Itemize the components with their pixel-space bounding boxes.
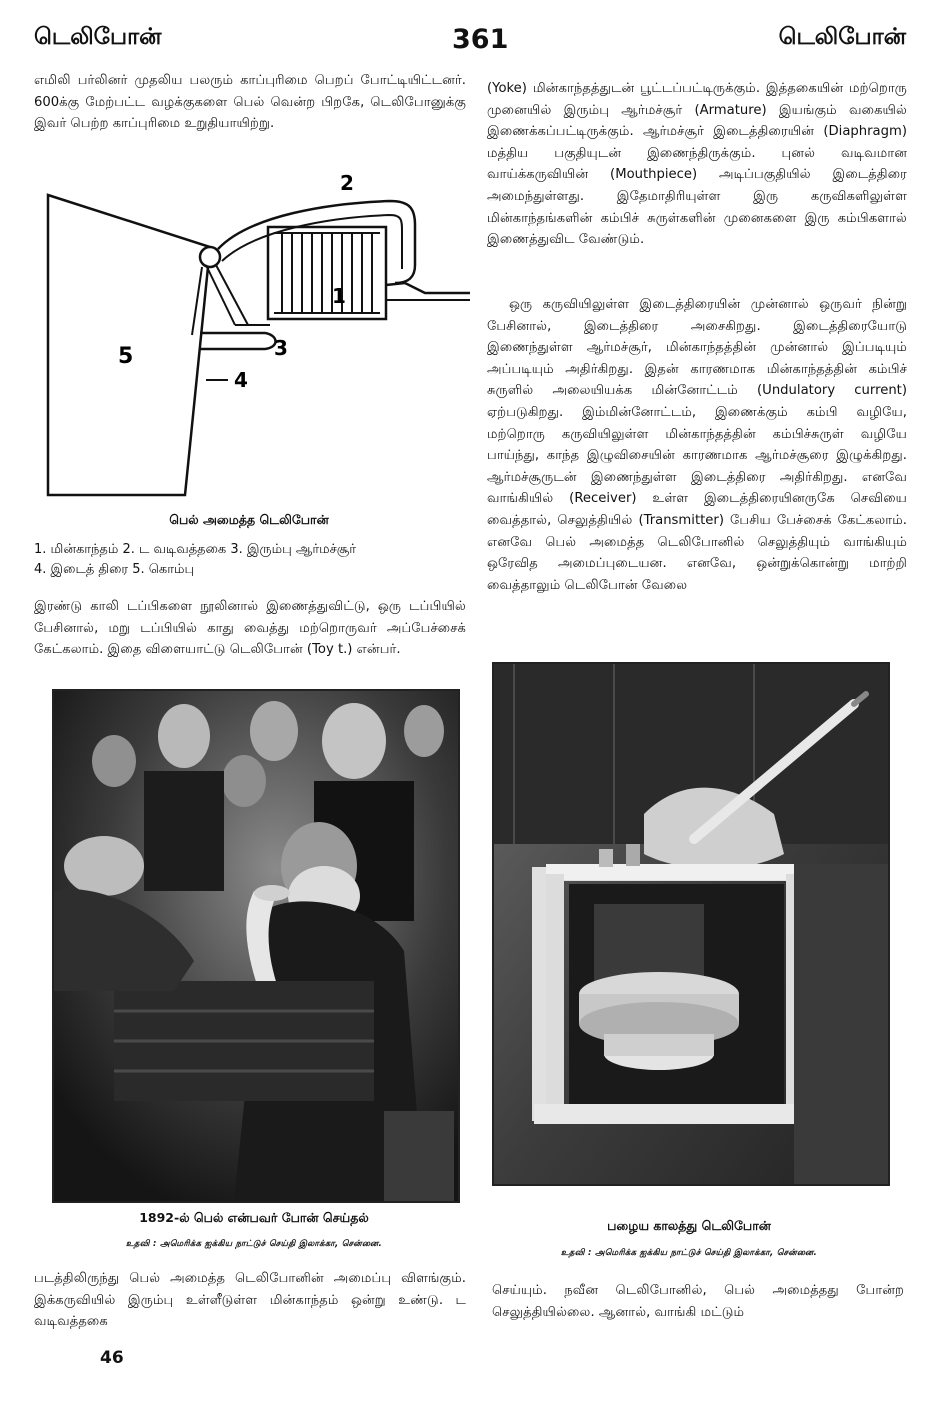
photo-bell-1892 [52,689,460,1203]
photo2-credit: உதவி : அமெரிக்க ஐக்கிய நாட்டுச் செய்தி இலாக்கா, சென்னை. [560,1248,818,1258]
right-paragraph-1: (Yoke) மின்காந்தத்துடன் பூட்டப்பட்டிருக்கும். இத்தகையின் மற்றொரு முனையில் இரும்பு ஆர்மச்சூர் (Armature) இயங்கும் வகையில் இணைக்கப்பட்டிருக்கும். ஆர்மச்சூர் இடைத்திரையின் (Diaphragm) மத்திய பகுதியுடன் இணைந்திருக்கும். புனல் வடிவமான வாய்க்கருவியின் (Mouthpiece) அடிப்பகுதியில் இடைத்திரை அமைந்துள்ளது. இதேமாதிரியுள்ள இரு கருவிகளிலுள்ள மின்காந்தங்களின் கம்பிச் சுருள்களின் முனைகளை இரு கம்பிகளால் இணைத்துவிட வேண்டும். [487,81,907,248]
armature-shape [200,333,276,349]
photo-old-telephone [492,662,890,1186]
diagram-label-4: 4 [234,368,248,392]
toy-telephone-paragraph: இரண்டு காலி டப்பிகளை நூலினால் இணைத்துவிட்டு, ஒரு டப்பியில் பேசினால், மறு டப்பியில் காது வைத்து மற்றொருவர் அப்பேச்சைக் கேட்கலாம். இதை விளையாட்டு டெலிபோன் (Toy t.) என்பர். [34,599,466,658]
diagram-legend [34,540,464,580]
legend-line-1: 1. மின்காந்தம் 2. ட வடிவத்தகை 3. இரும்பு ஆர்மச்சூர் [34,542,356,557]
page-number-bottom: 46 [100,1348,124,1368]
diagram-label-5: 5 [118,344,134,369]
diagram-caption: பெல் அமைத்த டெலிபோன் [169,512,329,527]
photo1-credit: உதவி : அமெரிக்க ஐக்கிய நாட்டுச் செய்தி இலாக்கா, சென்னை. [125,1239,383,1249]
diagram-label-1: 1 [332,284,346,308]
running-header-right: டெலிபோன் [778,24,906,50]
right-paragraph-2: ஒரு கருவியிலுள்ள இடைத்திரையின் முன்னால் ஒருவர் நின்று பேசினால், இடைத்திரை அசைகிறது. இடைத்திரையோடு இணைந்துள்ள ஆர்மச்சூர், மின்காந்தத்தின் முன்னால் இப்படியும் அப்படியும் அதிர்கிறது. இதன் காரணமாக மின்காந்தத்தின் கம்பிச் சுருளில் அலையியக்க மின்னோட்டம் (Undulatory current) ஏற்படுகிறது. இம்மின்னோட்டம், இணைக்கும் கம்பி வழியே, மற்றொரு கருவியிலுள்ள மின்காந்தத்தின் கம்பிச்சுருள் வழியே பாய்ந்து, காந்த இழுவிசையின் காரணமாக ஆர்மச்சூரை இழுக்கிறது. ஆர்மச்சூருடன் இணைந்துள்ள இடைத்திரை அதிர்கிறது. எனவே வாங்கியில் (Receiver) உள்ள இடைத்திரையினருகே செவியை வைத்தால், செலுத்தியில் (Transmitter) பேசிய பேச்சைக் கேட்கலாம். எனவே பெல் அமைத்த டெலிபோனில் செலுத்தியும் வாங்கியும் ஒரேவித அமைப்புடையன. எனவே, ஒன்றுக்கொன்று மாற்றி வைத்தாலும் டெலிபோன் வேலை [487,297,907,593]
running-header-left: டெலிபோன் [34,24,162,50]
bell-telephone-diagram [30,165,470,505]
diagram-label-2: 2 [340,171,354,195]
coil-outline [268,227,386,319]
photo1-caption: 1892-ல் பெல் என்பவர் போன் செய்தல் [139,1210,369,1225]
intro-paragraph: எமிலி பர்லினர் முதலிய பலரும் காப்புரிமை பெறப் போட்டியிட்டனர். 600க்கு மேற்பட்ட வழக்குகளை பெல் வென்ற பிறகே, டெலிபோனுக்கு இவர் பெற்ற காப்புரிமை உறுதியாயிற்று. [34,73,466,132]
legend-line-2: 4. இடைத் திரை 5. கொம்பு [34,562,195,577]
left-bottom-paragraph: படத்திலிருந்து பெல் அமைத்த டெலிபோனின் அமைப்பு விளங்கும். இக்கருவியில் இரும்பு உள்ளீடுள்ள மின்காந்தம் ஒன்று உண்டு. ட வடிவத்தகை [34,1271,466,1330]
diaphragm-pivot [200,247,220,267]
coil-windings [282,233,372,313]
diagram-label-3: 3 [274,336,288,360]
page-number-top: 361 [452,24,509,55]
photo2-caption: பழைய காலத்து டெலிபோன் [607,1218,771,1233]
right-bottom-paragraph: செய்யும். நவீன டெலிபோனில், பெல் அமைத்தது போன்ற செலுத்தியில்லை. ஆனால், வாங்கி மட்டும் [492,1283,904,1320]
